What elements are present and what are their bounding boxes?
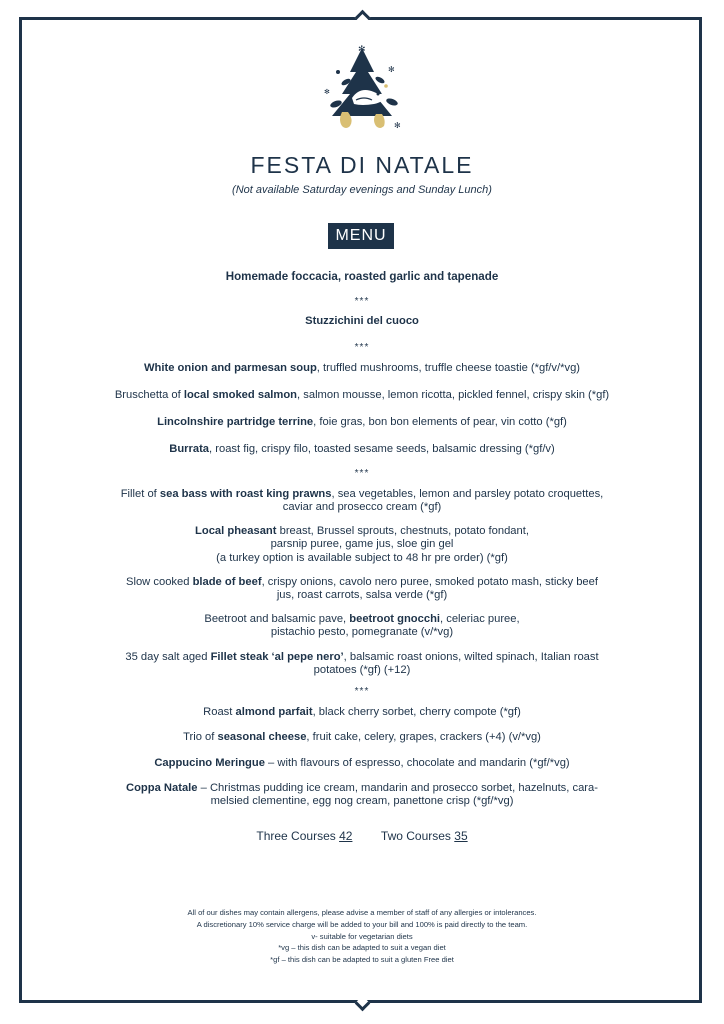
- svg-text:✻: ✻: [394, 121, 401, 130]
- menu-content: [90, 270, 634, 843]
- dish-focaccia: Homemade foccacia, roasted garlic and tapenade: [225, 270, 499, 283]
- svg-text:✻: ✻: [324, 88, 330, 96]
- svg-text:✻: ✻: [388, 65, 395, 74]
- course-separator: ***: [354, 296, 370, 308]
- dish-stuzzichini: Stuzzichini del cuoco: [305, 315, 419, 328]
- two-courses-label: Two Courses: [380, 829, 455, 844]
- dish-burrata: Burrata, roast fig, crispy filo, toasted sesame seeds, balsamic dressing (*gf/v): [169, 443, 555, 456]
- course-separator: ***: [354, 341, 370, 353]
- two-courses-price: 35: [454, 829, 468, 844]
- three-courses-label: Three Courses: [256, 829, 340, 844]
- dish-parfait: Roast almond parfait, black cherry sorbet, cherry compote (*gf): [203, 706, 521, 719]
- footer-line: A discretionary 10% service charge will be added to your bill and 100% is paid directly to the team.: [196, 919, 528, 929]
- christmas-tree-bird-logo-icon: [312, 42, 412, 134]
- allergen-footer: [0, 907, 724, 966]
- course-prices: [90, 830, 634, 843]
- dish-salmon: Bruschetta of local smoked salmon, salmon mousse, lemon ricotta, pickled fennel, crispy skin (*gf): [114, 389, 610, 402]
- menu-badge: MENU: [328, 223, 394, 249]
- footer-line: *vg – this dish can be adapted to suit a vegan diet: [278, 943, 446, 953]
- dish-pheasant: Local pheasant breast, Brussel sprouts, chestnuts, potato fondant, parsnip puree, game jus, sloe gin gel (a turkey option is available subject to 48 hr pre order) (*gf): [195, 525, 529, 564]
- footer-line: All of our dishes may contain allergens, please advise a member of staff of any allergies or intolerances.: [187, 908, 537, 917]
- course-separator: ***: [354, 686, 370, 698]
- three-courses-price: 42: [339, 829, 353, 844]
- dish-soup: White onion and parmesan soup, truffled mushrooms, truffle cheese toastie (*gf/v/*vg): [143, 361, 581, 374]
- dish-steak: 35 day salt aged Fillet steak ‘al pepe nero’, balsamic roast onions, wilted spinach, Italian roast potatoes (*gf) (+12): [125, 650, 599, 676]
- dish-gnocchi: Beetroot and balsamic pave, beetroot gnocchi, celeriac puree, pistachio pesto, pomegranate (v/*vg): [204, 613, 520, 639]
- page-subtitle: (Not available Saturday evenings and Sunday Lunch): [232, 184, 492, 196]
- dish-terrine: Lincolnshire partridge terrine, foie gras, bon bon elements of pear, vin cotto (*gf): [157, 416, 567, 429]
- dish-meringue: Cappucino Meringue – with flavours of espresso, chocolate and mandarin (*gf/*vg): [154, 756, 570, 769]
- dish-beef: Slow cooked blade of beef, crispy onions, cavolo nero puree, smoked potato mash, sticky beef jus, roast carrots, salsa verde (*gf): [126, 575, 598, 602]
- dish-seabass: Fillet of sea bass with roast king prawns, sea vegetables, lemon and parsley potato croquettes, caviar and prosecco cream (*gf): [120, 487, 604, 514]
- svg-text:✻: ✻: [358, 45, 366, 55]
- dish-cheese: Trio of seasonal cheese, fruit cake, celery, grapes, crackers (+4) (v/*vg): [183, 731, 541, 744]
- page-title: FESTA DI NATALE: [250, 152, 474, 178]
- course-separator: ***: [354, 467, 370, 479]
- dish-coppa: Coppa Natale – Christmas pudding ice cream, mandarin and prosecco sorbet, hazelnuts, cara- melsied clementine, egg nog cream, panettone crisp (*gf/*vg): [126, 781, 598, 808]
- footer-line: v- suitable for vegetarian diets: [311, 931, 413, 941]
- footer-line: *gf – this dish can be adapted to suit a gluten Free diet: [270, 955, 454, 965]
